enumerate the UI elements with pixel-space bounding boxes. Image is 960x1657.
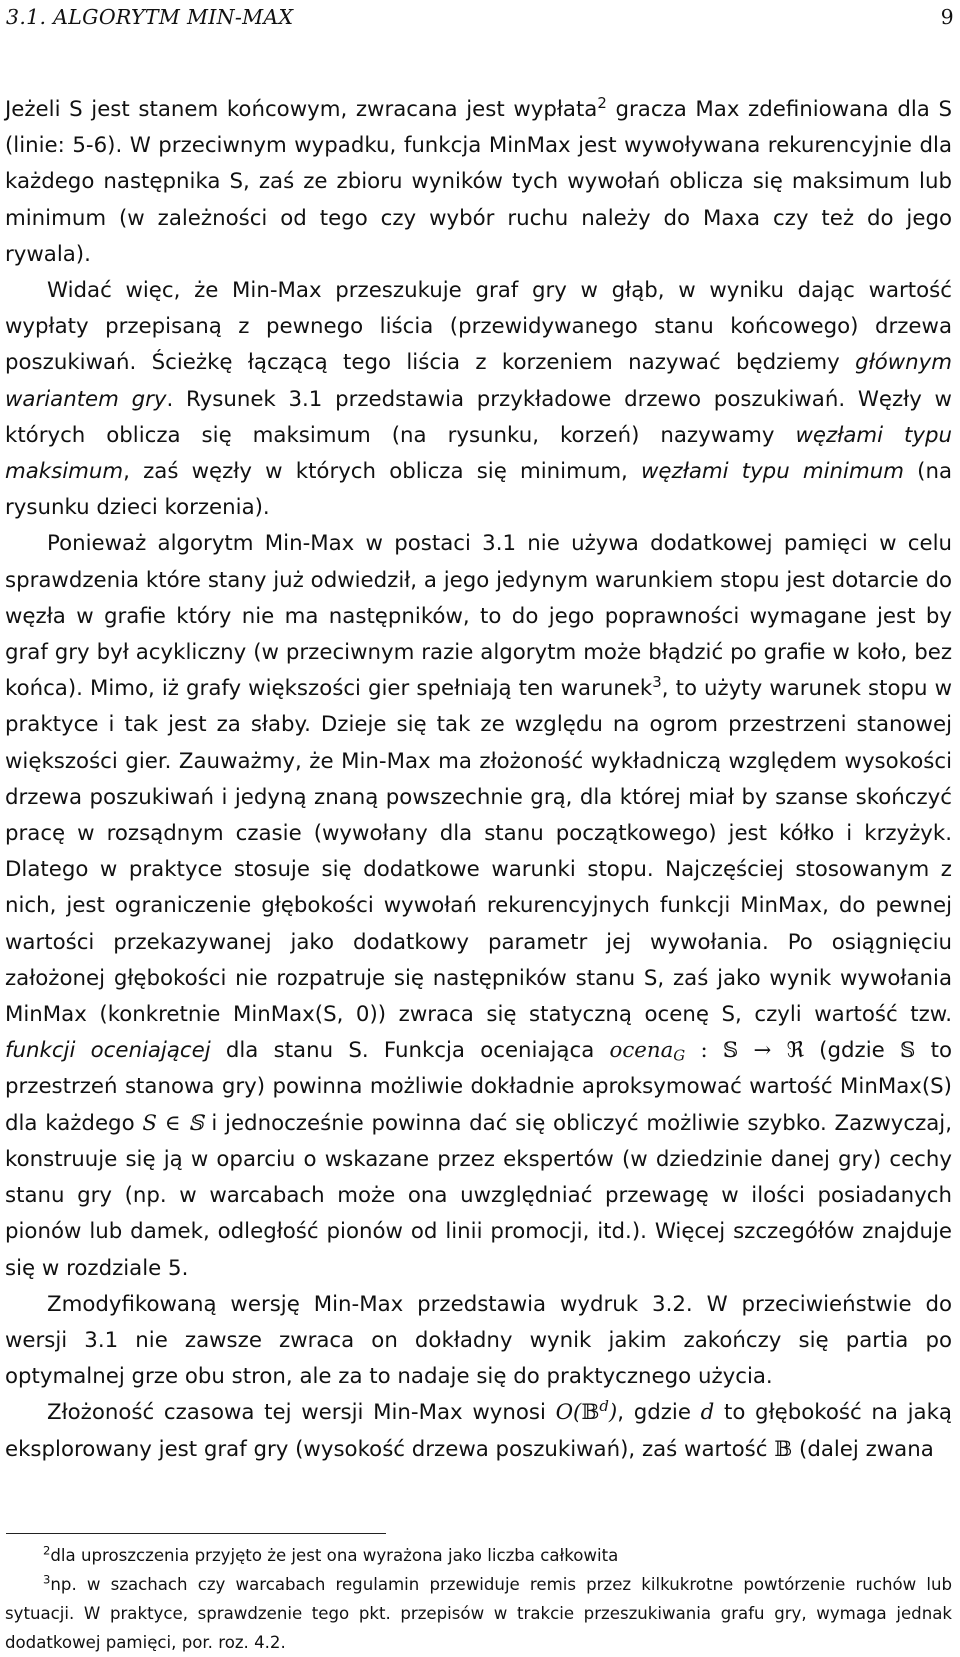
paragraph-text: (na rysunku dzieci korzenia). xyxy=(5,459,952,521)
footnote-marker: 3 xyxy=(652,673,662,692)
paragraph-5 xyxy=(5,1395,952,1467)
paragraph-text: , to użyty warunek stopu w praktyce i tak jest za słaby. Dzieje się tak ze względu na ogrom przestrzeni stanowej większości gier. Zauważmy, że Min-Max ma złożoność wykładniczą względem wysokości drzewa poszukiwań i jedyną znaną powszechnie grą, dla której miał by szanse skończyć pracę w rozsądnym czasie (wywołany dla stanu początkowego) jest kółko i krzyżyk. Dlatego w praktyce stosuje się dodatkowe warunki stopu. Najczęściej stosowanym z nich, jest ograniczenie głębokości wywołań rekurencyjnych funkcji MinMax, do pewnej wartości przekazywanej jako dodatkowy parametr jej wywołania. Po osiągnięciu założonej głębokości nie rozpatruje się następników stanu S, zaś jako wynik wywołania MinMax (konkretnie MinMax(S, 0)) zwraca się statyczną ocenę S, czyli wartość tzw. xyxy=(5,676,952,1028)
paragraph-text: to głębokość na jaką eksplorowany jest graf gry (wysokość drzewa poszukiwań), zaś wartość xyxy=(5,1400,952,1462)
math-branching: 𝔹 xyxy=(774,1436,793,1462)
paragraph-text: dla stanu S. Funkcja oceniająca xyxy=(210,1038,610,1064)
section-title: 3.1. ALGORYTM MIN-MAX xyxy=(6,5,294,29)
emphasis-term: głównym wariantem gry xyxy=(5,350,952,412)
paragraph-3 xyxy=(5,526,952,1286)
footnote-number: 2 xyxy=(43,1543,51,1558)
emphasis-term: węzłami typu minimum xyxy=(641,459,904,485)
footnote-3 xyxy=(5,1570,952,1657)
paragraph-text: Jeżeli S jest stanem końcowym, zwracana jest wypłata xyxy=(5,97,598,122)
math-branching: 𝔹 xyxy=(581,1400,600,1426)
paragraph-4: Zmodyfikowaną wersję Min-Max przedstawia wydruk 3.2. W przeciwieństwie do wersji 3.1 nie zawsze zwraca on dokładny wynik jakim zakończy się partia po optymalnej grze obu stron, ale za to nadaje się do praktycznego użycia. xyxy=(5,1291,952,1390)
paragraph-text: . Rysunek 3.1 przedstawia przykładowe drzewo poszukiwań. Węzły w których oblicza się maksimum (na rysunku, korzeń) nazywamy xyxy=(5,386,952,448)
footnote-marker: 2 xyxy=(597,93,607,112)
math-big-o: O( xyxy=(555,1400,582,1426)
body-text xyxy=(5,92,952,1468)
math-exponent: d xyxy=(599,1397,609,1416)
page-number: 9 xyxy=(940,5,954,29)
math-mapping: : 𝕊 → ℜ xyxy=(685,1038,820,1064)
footnote-number: 3 xyxy=(43,1572,51,1587)
emphasis-term: funkcji oceniającej xyxy=(5,1038,211,1064)
footnote-2 xyxy=(5,1541,952,1570)
footnote-text: np. w szachach czy warcabach regulamin przewiduje remis przez kilkukrotne powtórzenie ruchów lub sytuacji. W praktyce, sprawdzenie tego pkt. przepisów w trakcie przeszukiwania grafu gry, wymaga jednak dodatkowej pamięci, por. roz. 4.2. xyxy=(5,1575,952,1652)
paragraph-text: Widać więc, że Min-Max przeszukuje graf gry w głąb, w wyniku dając wartość wypłaty przepisaną z pewnego liścia (przewidywanego stanu końcowego) drzewa poszukiwań. Ścieżkę łączącą tego liścia z korzeniem nazywać będziemy xyxy=(5,278,952,376)
emphasis-term: węzłami typu maksimum xyxy=(5,422,952,485)
math-paren: ) xyxy=(608,1400,618,1426)
paragraph-text: (dalej zwana xyxy=(792,1436,934,1462)
footnote-divider xyxy=(6,1533,386,1534)
paragraph-text: , zaś węzły w których oblicza się minimum, xyxy=(123,459,642,485)
paragraph-1 xyxy=(5,92,952,273)
paragraph-text: Ponieważ algorytm Min-Max w postaci 3.1 nie używa dodatkowej pamięci w celu sprawdzenia które stany już odwiedził, a jego jedynym warunkiem stopu jest dotarcie do węzła w grafie który nie ma następników, to do jego poprawności wymagane jest by graf gry był acykliczny (w przeciwnym razie algorytm może błądzić po grafie w koło, bez końca). Mimo, iż grafy większości gier spełniają ten warunek xyxy=(5,531,952,702)
paragraph-text: gracza Max zdefiniowana dla S (linie: 5-6). W przeciwnym wypadku, funkcja MinMax jest wywoływana rekurencyjnie dla każdego następnika S, zaś ze zbioru wyników tych wywołań oblicza się maksimum lub minimum (w zależności od tego czy wybór ruchu należy do Maxa czy też do jego rywala). xyxy=(5,97,953,267)
math-subscript: G xyxy=(673,1047,686,1065)
math-state-space: 𝕊 xyxy=(899,1038,916,1064)
math-depth: d xyxy=(700,1400,715,1426)
paragraph-text: Złożoność czasowa tej wersji Min-Max wynosi xyxy=(47,1400,556,1426)
paragraph-text: to przestrzeń stanowa gry) powinna możliwie dokładnie aproksymować wartość MinMax(S) dla każdego xyxy=(5,1038,952,1136)
running-header xyxy=(6,2,954,32)
math-ocena: ocena xyxy=(609,1038,674,1064)
paragraph-2 xyxy=(5,273,952,526)
footnote-text: dla uproszczenia przyjęto że jest ona wyrażona jako liczba całkowita xyxy=(50,1546,619,1565)
footnotes xyxy=(5,1541,952,1657)
math-s-in-space: S ∈ 𝕊 xyxy=(142,1110,204,1136)
paragraph-text: (gdzie xyxy=(819,1038,900,1064)
paragraph-text: i jednocześnie powinna dać się obliczyć możliwie szybko. Zazwyczaj, konstruuje się ją w oparciu o wskazane przez ekspertów (w dziedzinie danej gry) cechy stanu gry (np. w warcabach może ona uwzględniać przewagę w ilości posiadanych pionów lub damek, odległość pionów od linii promocji, itd.). Więcej szczegółów znajduje się w rozdziale 5. xyxy=(5,1110,952,1281)
paragraph-text: , gdzie xyxy=(617,1400,701,1426)
